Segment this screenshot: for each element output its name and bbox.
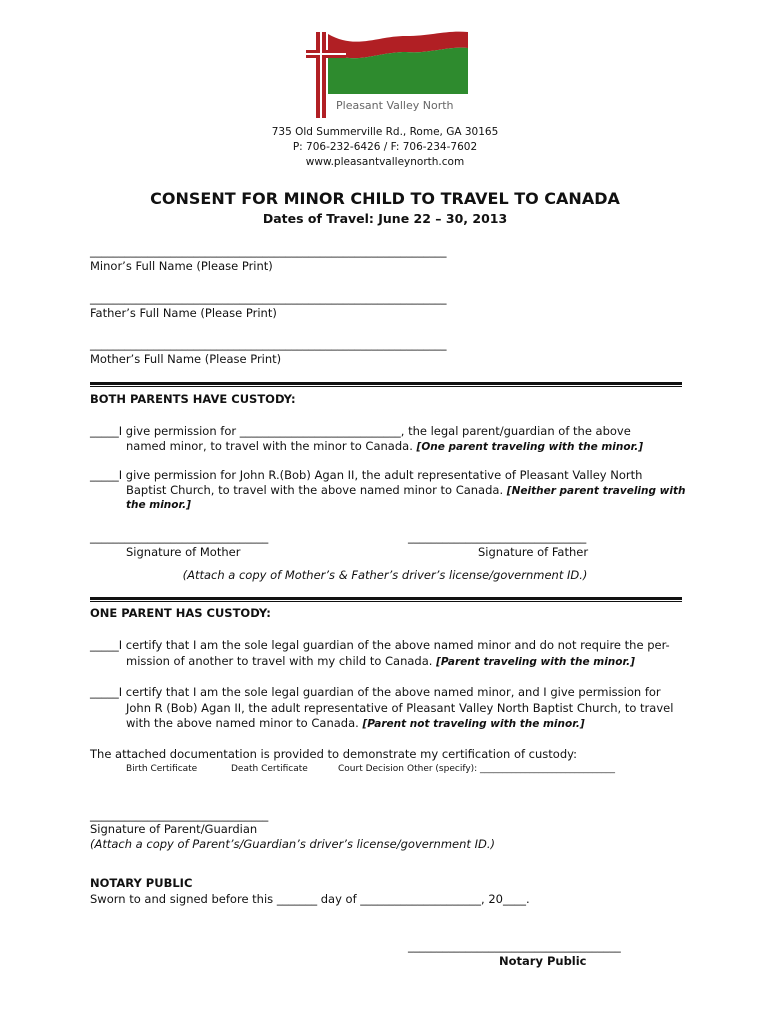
notary-heading: NOTARY PUBLIC <box>90 876 193 890</box>
father-name-label: Father’s Full Name (Please Print) <box>90 306 277 320</box>
one-option-1-line2 <box>126 654 635 668</box>
address: 735 Old Summerville Rd., Rome, GA 30165 <box>271 126 499 138</box>
one-attach-note: (Attach a copy of Parent’s/Guardian’s driver’s license/government ID.) <box>90 837 495 851</box>
doc-option-death[interactable]: Death Certificate <box>231 764 308 774</box>
minor-name-line[interactable]: ______________________________________________________________ <box>90 244 447 258</box>
both-option-2-line1[interactable]: _____I give permission for John R.(Bob) Agan II, the adult representative of Pleasant Valley North <box>90 468 643 482</box>
doc-option-birth[interactable]: Birth Certificate <box>126 764 198 774</box>
guardian-signature-label: Signature of Parent/Guardian <box>90 822 258 836</box>
guardian-signature-line[interactable]: _______________________________ <box>90 808 269 822</box>
father-signature-line[interactable]: _______________________________ <box>408 530 587 544</box>
one-option-1-note: [Parent traveling with the minor.] <box>436 656 635 668</box>
one-option-2-text: with the above named minor to Canada. <box>126 716 359 730</box>
travel-dates: Dates of Travel: June 22 – 30, 2013 <box>262 211 508 226</box>
both-option-1-line2 <box>126 439 643 453</box>
both-attach-note: (Attach a copy of Mother’s & Father’s driver’s license/government ID.) <box>182 568 588 582</box>
both-option-1-text: named minor, to travel with the minor to Canada. <box>126 439 413 453</box>
one-parent-heading: ONE PARENT HAS CUSTODY: <box>90 606 271 620</box>
both-parents-heading: BOTH PARENTS HAVE CUSTODY: <box>90 392 296 406</box>
both-option-1-line1[interactable]: _____I give permission for ____________________________, the legal parent/guardian of the above <box>90 424 631 438</box>
one-option-2-line2: John R (Bob) Agan II, the adult representative of Pleasant Valley North Baptist Church, to travel <box>126 701 674 715</box>
doc-option-court[interactable]: Court Decision <box>338 764 404 774</box>
one-option-1-line1[interactable]: _____I certify that I am the sole legal guardian of the above named minor and do not require the per- <box>90 638 670 652</box>
documentation-intro: The attached documentation is provided to demonstrate my certification of custody: <box>90 747 577 761</box>
both-option-2-note-a: [Neither parent traveling with <box>506 485 686 497</box>
one-option-2-line1[interactable]: _____I certify that I am the sole legal guardian of the above named minor, and I give permission for <box>90 685 661 699</box>
father-signature-label: Signature of Father <box>478 545 589 559</box>
both-option-2-text: Baptist Church, to travel with the above named minor to Canada. <box>126 483 504 497</box>
phone-fax: P: 706-232-6426 / F: 706-234-7602 <box>292 141 478 153</box>
mother-signature-label: Signature of Mother <box>126 545 241 559</box>
minor-name-label: Minor’s Full Name (Please Print) <box>90 259 273 273</box>
one-option-1-text: mission of another to travel with my child to Canada. <box>126 654 433 668</box>
mother-signature-line[interactable]: _______________________________ <box>90 530 269 544</box>
both-option-2-line2 <box>126 483 685 497</box>
notary-label: Notary Public <box>499 954 587 968</box>
website: www.pleasantvalleynorth.com <box>305 156 465 168</box>
both-option-1-note: [One parent traveling with the minor.] <box>416 441 644 453</box>
father-name-line[interactable]: ______________________________________________________________ <box>90 291 447 305</box>
mother-name-label: Mother’s Full Name (Please Print) <box>90 352 282 366</box>
notary-signature-line[interactable]: _____________________________________ <box>408 939 621 953</box>
mother-name-line[interactable]: ______________________________________________________________ <box>90 337 447 351</box>
doc-option-other[interactable]: Other (specify): ______________________________ <box>407 764 616 774</box>
one-option-2-note: [Parent not traveling with the minor.] <box>362 718 585 730</box>
page-title: CONSENT FOR MINOR CHILD TO TRAVEL TO CANADA <box>150 189 620 208</box>
both-option-2-note-b: the minor.] <box>126 499 191 511</box>
org-name: Pleasant Valley North <box>336 99 454 112</box>
notary-sworn-line[interactable]: Sworn to and signed before this _______ day of _____________________, 20____. <box>90 892 530 906</box>
section-divider <box>90 382 682 387</box>
section-divider <box>90 597 682 602</box>
one-option-2-line3 <box>126 716 585 730</box>
